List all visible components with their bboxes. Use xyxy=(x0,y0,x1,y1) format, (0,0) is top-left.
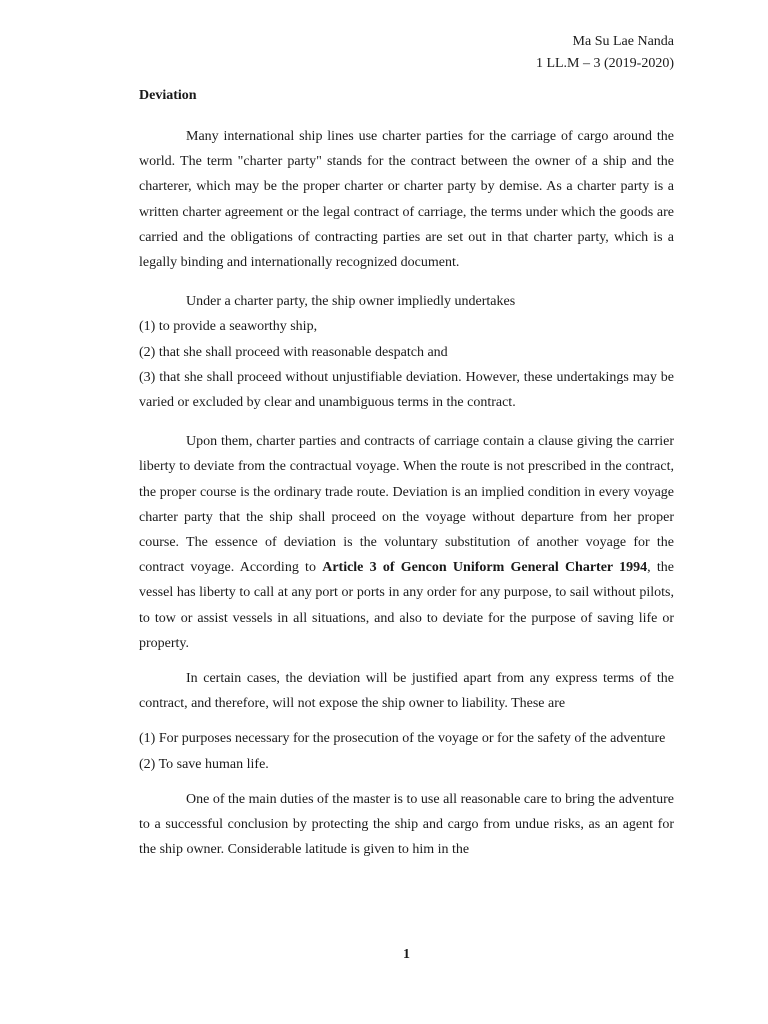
author-name: Ma Su Lae Nanda xyxy=(572,34,674,49)
paragraph-text: Upon them, charter parties and contracts of carriage contain a clause giving the carrier liberty to deviate from the contractual voyage. When the route is not prescribed in the contract, the proper course is the ordinary trade route. Deviation is an implied condition in every voyage charter party that the ship shall proceed on the voyage without departure from her proper course. The essence of deviation is the voluntary substitution of another voyage for the contract voyage. According to xyxy=(139,434,674,576)
paragraph-text: , the vessel has liberty to call at any port or ports in any order for any purpose, to sail without pilots, to tow or assist vessels in all situations, and also to deviate for the purpose of saving life or property. xyxy=(139,560,674,651)
page-number: 1 xyxy=(403,947,410,962)
paragraph-master-duties: One of the main duties of the master is to use all reasonable care to bring the adventure to a successful conclusion by protecting the ship and cargo from undue risks, as an agent for the ship owner. Considerable latitude is given to him in the xyxy=(139,791,674,858)
paragraph-charter-party: Many international ship lines use charter parties for the carriage of cargo around the world. The term "charter party" stands for the contract between the owner of a ship and the charterer, which may be the proper charter or charter party by demise. As a charter party is a written charter agreement or the legal contract of carriage, the terms under which the goods are carried and the obligations of contracting parties are set out in that charter party, which is a legally binding and internationally recognized document. xyxy=(139,129,674,271)
document-body xyxy=(139,86,674,862)
undertaking-item: (2) that she shall proceed with reasonable despatch and xyxy=(139,344,448,360)
paragraph-deviation-clause xyxy=(139,429,674,656)
undertaking-item: (3) that she shall proceed without unjustifiable deviation. However, these undertakings may be varied or excluded by clear and unambiguous terms in the contract. xyxy=(139,369,674,411)
course-info: 1 LL.M – 3 (2019-2020) xyxy=(535,56,674,71)
paragraph-undertakings-intro: Under a charter party, the ship owner impliedly undertakes xyxy=(186,294,516,310)
section-heading: Deviation xyxy=(139,88,197,103)
article-reference: Article 3 of Gencon Uniform General Charter 1994 xyxy=(322,560,648,576)
undertaking-item: (1) to provide a seaworthy ship, xyxy=(139,319,318,335)
justification-item: (1) For purposes necessary for the prosecution of the voyage or for the safety of the adventure xyxy=(139,731,666,747)
page-header xyxy=(536,31,674,75)
paragraph-justified-deviation: In certain cases, the deviation will be justified apart from any express terms of the contract, and therefore, will not expose the ship owner to liability. These are xyxy=(139,671,674,712)
justification-item: (2) To save human life. xyxy=(139,756,269,772)
